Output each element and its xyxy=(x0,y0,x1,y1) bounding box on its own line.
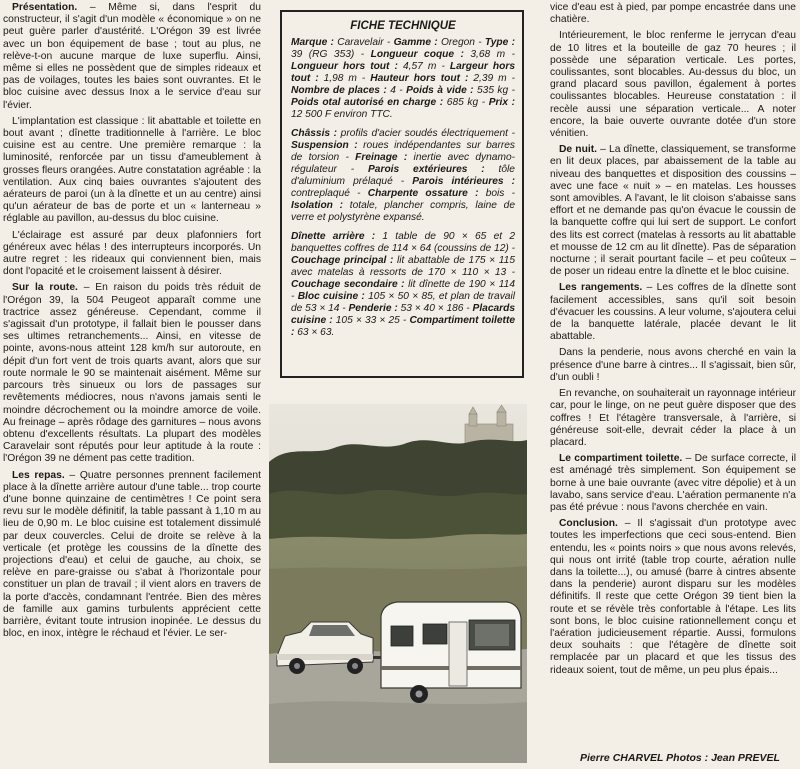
spec-label: Longueur hors tout : xyxy=(291,61,398,72)
spec-value: 105 × 33 × 25 - xyxy=(332,315,410,326)
left-column xyxy=(3,2,261,644)
spec-value: lit abattable de 175 × 115 avec matelas à ressorts de 170 × 110 × 13 - xyxy=(291,255,515,278)
spec-label: Freinage : xyxy=(355,152,408,163)
article-paragraph xyxy=(3,282,261,465)
spec-label: Type : xyxy=(484,37,516,48)
technical-sheet-block xyxy=(291,231,515,339)
technical-sheet-box xyxy=(280,10,524,378)
spec-label: Penderie : xyxy=(348,303,398,314)
paragraph-text: – Quatre personnes prennent facilement place à la dînette arrière autour d'une table... trop courte d'une bonne quinzaine de centimètres ! Ce point sera revu sur le modèle définitif, la table passant à 1,10 m au lieu de 0,90 m. Le bloc cuisine est totalement dissimulé par deux couvercles. Celui de droite se relève à la verticale (et protège les coussins de la dînette des projections d'eau) et celui de gauche, au choix, se relève en pare-graisse ou s'abat à l'horizontale pour constituer un plan de travail ; il vient alors en travers de la porte d'accès, condamnant l'entrée. Bien des mères de famille aux gamins turbulents apprécient cette barrière, évitant toute intrusion inopinée. Le dessus du bloc, en inox, intègre le réchaud et l'évier. Le ser- xyxy=(3,469,261,640)
paragraph-text: – Les coffres de la dînette sont facilement accessibles, sans qu'il soit besoin d'évacuer les coussins. A leur volume, s'ajoutera celui de la banquette latérale, placée devant le lit abattable. xyxy=(550,282,796,343)
spec-label: Marque : xyxy=(291,37,334,48)
spec-value: bois - xyxy=(478,188,516,199)
spec-label: Parois intérieures : xyxy=(412,176,515,187)
spec-value: 12 500 F environ TTC. xyxy=(291,109,393,120)
paragraph-text: – De surface correcte, il est aménagé très simplement. Son équipement se borne à une baie ouvrante (avec vitre dépolie) et à un lavabo, sans service d'eau. L'aération permanente n'a pas été prévue : nous l'avons cherchée en vain. xyxy=(550,453,797,513)
article-paragraph xyxy=(3,2,261,112)
paragraph-heading: Présentation. xyxy=(12,2,78,13)
technical-sheet-block xyxy=(291,37,515,121)
paragraph-text: Dans la penderie, nous avons cherché en vain la présence d'une barre à cintres... Il s'agissait, bien sûr, d'un oubli ! xyxy=(550,347,796,383)
spec-value: Oregon - xyxy=(437,37,485,48)
spec-value: roues indépendantes sur barres de torsion - xyxy=(291,140,515,163)
paragraph-text: – La dînette, classiquement, se transforme en lit deux places, par abaissement de la table au niveau des banquettes et disposition des coussins – avec une face « nuit » – en matelas. Les housses sont amovibles. A l'avant, le lit cloison s'abaisse sans effort et ne demande pas qu'on évacue le coussin de la banquette coffre qui lui sert de support. Le confort des lits est correct (matelas à ressorts au lit abattable et mousse de 12 cm au lit dînette). Pas de séparation nocturne ; il serait pourtant facile – et peu coûteux – de poser un rideau entre la dînette et le bloc cuisine. xyxy=(550,144,796,278)
spec-value: profils d'acier soudés électriquement - xyxy=(337,128,516,139)
spec-label: Couchage secondaire : xyxy=(291,279,405,290)
article-paragraph xyxy=(3,470,261,641)
spec-label: Nombre de places : xyxy=(291,85,387,96)
article-paragraph xyxy=(3,116,261,226)
spec-value: 4,57 m - xyxy=(397,61,450,72)
spec-value: 39 (RG 353) - xyxy=(291,49,371,60)
spec-value: tôle d'aluminium prélaqué - xyxy=(291,164,515,187)
paragraph-heading: Le compartiment toilette. xyxy=(559,453,683,465)
spec-value: contreplaqué - xyxy=(291,188,368,199)
spec-label: Charpente ossature : xyxy=(367,188,479,199)
caravan-photo xyxy=(269,404,527,763)
technical-sheet-block xyxy=(291,128,515,224)
technical-sheet-title: FICHE TECHNIQUE xyxy=(350,20,456,32)
right-column xyxy=(550,2,796,681)
spec-value: 3,68 m - xyxy=(463,49,515,60)
spec-value: 53 × 40 × 186 - xyxy=(397,303,473,314)
paragraph-text: – Même si, dans l'esprit du constructeur, il s'agit d'un modèle « économique » on ne peut guère parler d'austérité. L'Orégon 39 est livrée avec un bon équipement de base ; tout au plus, ne relève-t-on aucune marque de luxe superflu. Ainsi, même si elles ne possèdent que de simples rideaux et pas de voilages, toutes les baies sont ouvrantes. Et le bloc cuisine avec dessus Inox a le service d'eau sur l'évier. xyxy=(3,2,261,111)
article-paragraph xyxy=(550,2,796,26)
spec-label: Hauteur hors tout : xyxy=(370,73,469,84)
paragraph-heading: Conclusion. xyxy=(559,518,618,530)
spec-value: 63 × 63. xyxy=(294,327,335,338)
paragraph-heading: Les rangements. xyxy=(559,282,643,294)
signature-credits: Pierre CHARVEL Photos : Jean PREVEL xyxy=(580,752,780,764)
spec-label: Gamme : xyxy=(393,37,438,48)
article-paragraph xyxy=(3,230,261,279)
spec-label: Couchage principal : xyxy=(291,255,394,266)
paragraph-text: – Il s'agissait d'un prototype avec toutes les imperfections que ceci sous-entend. Bien entendu, les « points noirs » que nous avons relevés, qui nous ont irrité (table trop courte, aération nulle dans la toilette...), ou amusé (barre à cintres absente dans la penderie) auront disparu sur les modèles définitifs. Il reste que cette Orégon 39 tient bien la route et se révèle très confortable à l'étape. Les lits sont bons, le bloc cuisine rationnellement conçu et l'aération judicieusement répartie. Aussi, formulons deux souhaits : que l'étagère de dînette soit remplacée par un placard et que les tissus des rideaux soient, tout de même, un peu plus épais... xyxy=(550,518,796,676)
spec-value: Caravelair - xyxy=(333,37,394,48)
spec-label: Largeur hors tout : xyxy=(291,61,516,84)
article-paragraph xyxy=(550,144,796,278)
spec-value: 105 × 50 × 85, et plan de travail de 53 × 14 - xyxy=(291,291,515,314)
spec-value: inertie avec dynamo-régulateur - xyxy=(291,152,516,175)
article-paragraph xyxy=(550,282,796,343)
article-paragraph xyxy=(550,30,796,140)
caravan-photo-illustration xyxy=(269,404,527,763)
paragraph-heading: Sur la route. xyxy=(12,282,78,294)
spec-label: Poids otal autorisé en charge : xyxy=(291,97,444,108)
spec-value: 2,39 m - xyxy=(468,73,515,84)
article-paragraph xyxy=(550,388,796,449)
spec-value: 1,98 m - xyxy=(318,73,371,84)
article-paragraph xyxy=(550,347,796,384)
paragraph-text: vice d'eau est à pied, par pompe encastrée dans une chatière. xyxy=(550,2,796,26)
spec-label: Compartiment toilette : xyxy=(291,315,516,338)
technical-sheet-body xyxy=(291,37,515,339)
spec-label: Dînette arrière : xyxy=(291,231,376,242)
article-paragraph xyxy=(550,453,796,514)
spec-label: Placards cuisine : xyxy=(291,303,516,326)
spec-label: Prix : xyxy=(488,97,515,108)
paragraph-text: L'implantation est classique : lit abattable et toilette en bout avant ; dînette traditionnelle à l'arrière. Le bloc cuisine est au centre. Une première remarque : la luminosité, renforcée par un tissu d'ameublement à grosses fleurs orangées. Autre constatation agréable : la ventilation. Aux cinq baies ouvrantes s'ajoutent des aérateurs de paroi (un à la dînette et un au centre) ainsi qu'un aérateur de bas de porte et un « lanterneau » réglable au pavillon, au-dessus du bloc cuisine. xyxy=(3,115,261,225)
spec-value: 685 kg - xyxy=(443,97,489,108)
spec-label: Bloc cuisine : xyxy=(297,291,365,302)
spec-value: lit dînette de 190 × 114 - xyxy=(291,279,516,302)
spec-label: Poids à vide : xyxy=(406,85,474,96)
spec-label: Châssis : xyxy=(291,128,338,139)
paragraph-text: – En raison du poids très réduit de l'Orégon 39, la 504 Peugeot apparaît comme une tractrice assez généreuse. Cependant, comme il s'agissait d'un prototype, il fallait bien le pousser dans ses ultimes retranchements... Ainsi, en vitesse de pointe, avons-nous atteint 128 km/h sur autoroute, en dépit d'un fort vent de trois quarts avant, alors que sur route normale le 90 se maintenait aisément. Même sur parcours très sinueux ou lors de passages sur revêtements médiocres, nous n'avons jamais senti le moindre décrochement ou la moindre amorce de voile. Au freinage – après rôdage des garnitures – nous avons obtenu d'excellents résultats. La plupart des modèles Caravelair sont réputés pour leur aptitude à la route : l'Orégon 39 ne dément pas cette tradition. xyxy=(3,282,261,465)
spec-value: totale, plancher compris, laine de verre et polystyrène expansé. xyxy=(291,200,515,223)
spec-label: Parois extérieures : xyxy=(368,164,485,175)
spec-label: Isolation : xyxy=(291,200,344,211)
paragraph-text: L'éclairage est assuré par deux plafonniers fort généreux avec hélas ! des interrupteurs incorporés. Un autre regret : les rideaux qui conviennent bien, mais dont l'opacité et le croisement laissent à désirer. xyxy=(3,229,261,278)
paragraph-text: En revanche, on souhaiterait un rayonnage intérieur car, pour le linge, on ne peut guère disposer que des coffres ! Et l'étagère transversale, à l'arrière, si généreuse soit-elle, devrait céder la place à un placard. xyxy=(550,388,796,448)
paragraph-heading: De nuit. xyxy=(559,144,598,156)
spec-value: 4 - xyxy=(386,85,407,96)
article-paragraph xyxy=(550,518,796,677)
paragraph-text: Intérieurement, le bloc renferme le jerrycan d'eau de 10 litres et la bouteille de gaz 70 heures ; il possède une séparation verticale. Les portes, coulissantes, sont blocables. Au-dessus du bloc, un grand placard sous pavillon, également à portes coulissantes blocables. Heureuse constatation : il recèle aussi une séparation verticale... A noter encore, la baie ouverte ouvrante dotée d'un store vénitien. xyxy=(550,30,796,140)
spec-label: Suspension : xyxy=(291,140,358,151)
spec-label: Longueur coque : xyxy=(370,49,464,60)
spec-value: 535 kg - xyxy=(473,85,515,96)
spec-value: 1 table de 90 × 65 et 2 banquettes coffres de 114 × 64 (coussins de 12) - xyxy=(291,231,515,254)
paragraph-heading: Les repas. xyxy=(12,469,65,481)
